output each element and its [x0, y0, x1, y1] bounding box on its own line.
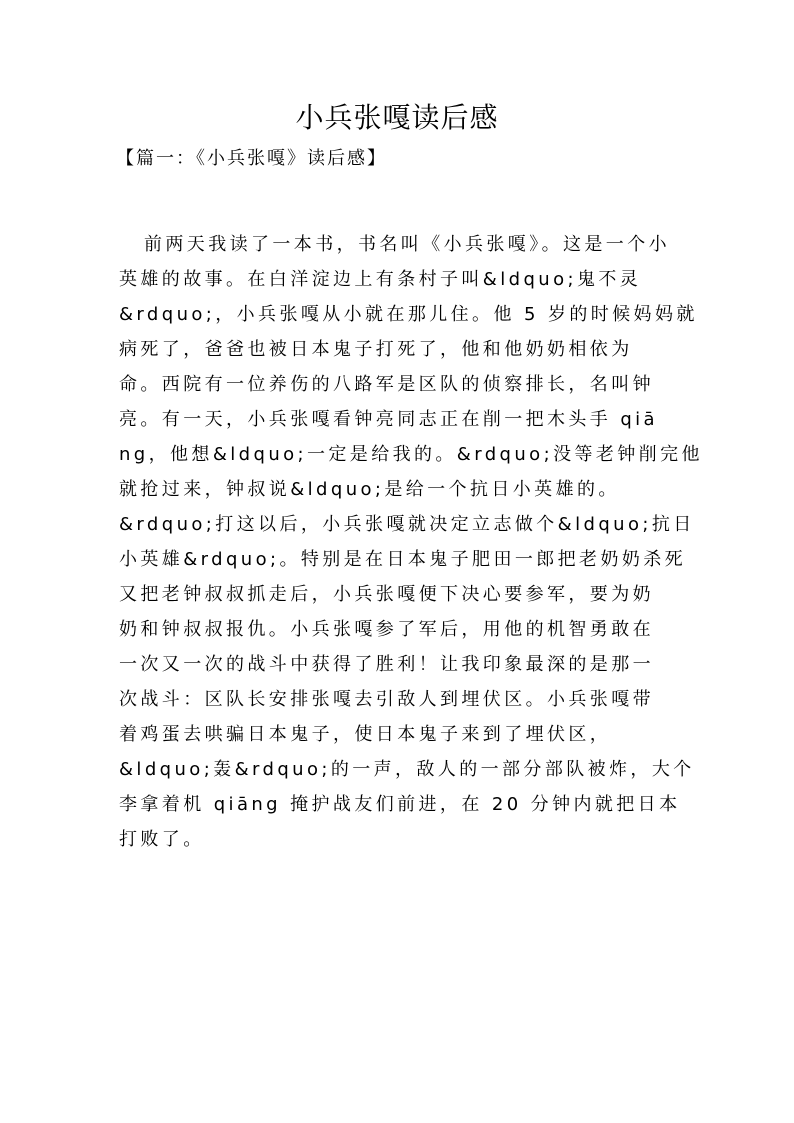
paragraph-line: &ldquo;轰&rdquo;的一声，敌人的一部分部队被炸，大个	[119, 759, 695, 780]
paragraph-line: 前两天我读了一本书，书名叫《小兵张嘎》。这是一个小	[144, 234, 670, 255]
body-paragraph	[119, 227, 703, 857]
paragraph-line: 就抢过来，钟叔说&ldquo;是给一个抗日小英雄的。	[119, 479, 620, 500]
paragraph-line: &rdquo;打这以后，小兵张嘎就决定立志做个&ldquo;抗日	[119, 514, 695, 535]
paragraph-line: 又把老钟叔叔抓走后，小兵张嘎便下决心要参军，要为奶	[119, 584, 654, 605]
paragraph-line: 英雄的故事。在白洋淀边上有条村子叫&ldquo;鬼不灵	[119, 269, 642, 290]
document-title: 小兵张嘎读后感	[295, 101, 499, 134]
paragraph-line: ng，他想&ldquo;一定是给我的。&rdquo;没等老钟削完他	[119, 444, 703, 465]
paragraph-line: 奶和钟叔叔报仇。小兵张嘎参了军后，用他的机智勇敢在	[119, 619, 654, 640]
paragraph-line: 次战斗：区队长安排张嘎去引敌人到埋伏区。小兵张嘎带	[119, 689, 654, 710]
paragraph-line: 着鸡蛋去哄骗日本鬼子，使日本鬼子来到了埋伏区，	[119, 724, 612, 745]
paragraph-line: 亮。有一天，小兵张嘎看钟亮同志正在削一把木头手 qiā	[119, 409, 658, 430]
paragraph-line: 小英雄&rdquo;。特别是在日本鬼子肥田一郎把老奶奶杀死	[119, 549, 687, 570]
paragraph-line: 命。西院有一位养伤的八路军是区队的侦察排长，名叫钟	[119, 374, 654, 395]
paragraph-line: &rdquo;，小兵张嘎从小就在那儿住。他 5 岁的时候妈妈就	[119, 304, 698, 325]
paragraph-line: 一次又一次的战斗中获得了胜利！让我印象最深的是那一	[119, 654, 654, 675]
paragraph-line: 打败了。	[119, 829, 205, 850]
paragraph-line: 李拿着机 qiāng 掩护战友们前进，在 20 分钟内就把日本	[119, 794, 681, 815]
section-heading: 【篇一：《小兵张嘎》读后感】	[116, 148, 387, 169]
paragraph-line: 病死了，爸爸也被日本鬼子打死了，他和他奶奶相依为	[119, 339, 633, 360]
